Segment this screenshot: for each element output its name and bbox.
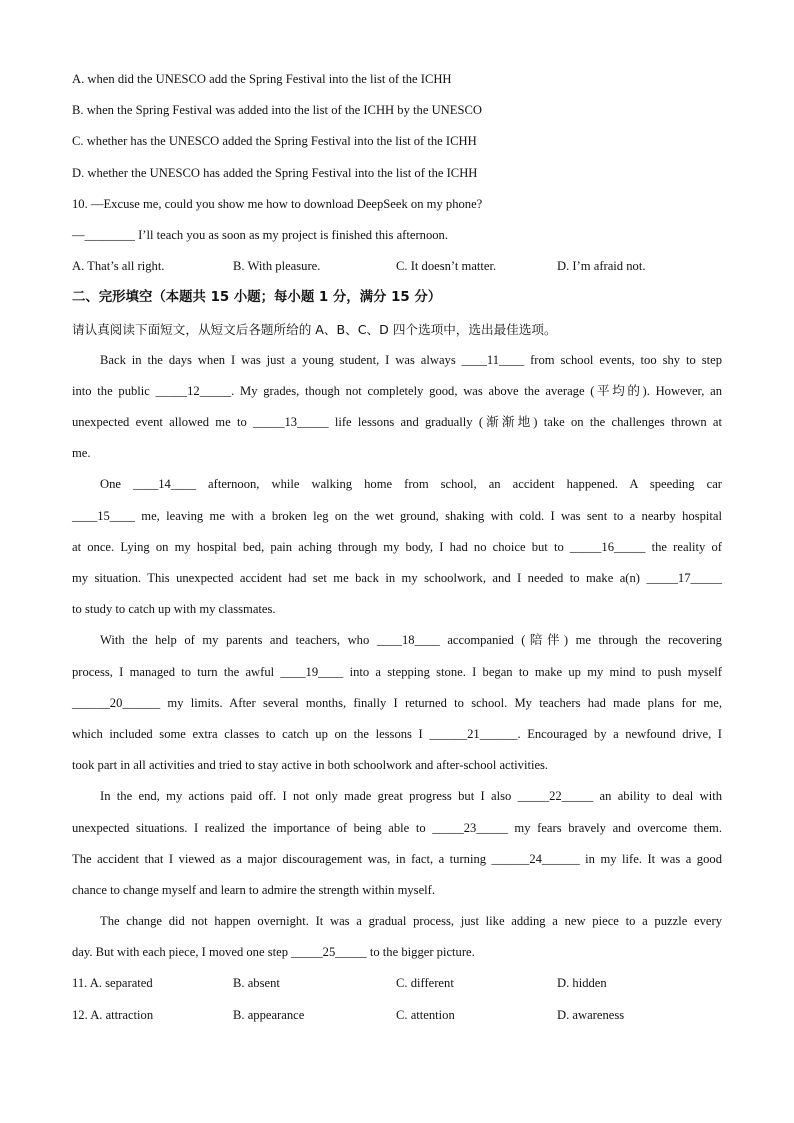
passage-line: The change did not happen overnight. It was a gradual process, just like adding a new piece to a puzzle every (100, 914, 722, 929)
text-run: One (100, 477, 134, 492)
passage-line: chance to change myself and learn to admire the strength within myself. (72, 882, 435, 897)
q9-option-d: D. whether the UNESCO has added the Spring Festival into the list of the ICHH (72, 165, 478, 180)
q10-option-c: C. It doesn’t matter. (396, 259, 497, 274)
passage-line (72, 563, 722, 594)
text-run: into the public (72, 383, 156, 398)
blank-21: ______21______ (429, 726, 518, 741)
q10-response-text: I’ll teach you as soon as my project is finished this afternoon. (134, 227, 448, 242)
passage-line (72, 532, 722, 563)
passage-line (72, 781, 722, 812)
text-run: process, I managed to turn the awful (72, 664, 281, 679)
passage-line (72, 501, 722, 532)
text-run: my situation. This unexpected accident had set me back in my schoolwork, and I needed to make a(n) (72, 571, 647, 585)
exam-page (72, 64, 722, 1031)
blank-22: _____22_____ (517, 789, 594, 804)
q10-option-a: A. That’s all right. (72, 259, 165, 274)
passage-line (72, 719, 722, 750)
passage-line: me. (72, 446, 91, 461)
text-run: an ability to deal with (593, 789, 722, 804)
blank-18: ____18____ (376, 633, 440, 648)
blank-20: ______20______ (72, 695, 161, 710)
blank-11: ____11____ (461, 352, 525, 367)
text-run: With the help of my parents and teachers, who (100, 633, 377, 648)
q11-option-c: C. different (396, 976, 454, 991)
q9-option-b: B. when the Spring Festival was added into the list of the ICHH by the UNESCO (72, 103, 482, 118)
question-12 (72, 1000, 722, 1031)
text-run: at once. Lying on my hospital bed, pain aching through my body, I had no choice but to (72, 539, 570, 554)
q12-option-a: 12. A. attraction (72, 1007, 154, 1022)
text-run: The accident that I viewed as a major discouragement was, in fact, a turning (72, 851, 492, 866)
blank-25: _____25_____ (291, 945, 367, 960)
passage-line (72, 844, 722, 875)
section-heading: 二、完形填空（本题共 15 小题；每小题 1 分，满分 15 分） (72, 290, 442, 306)
text-run: life lessons and gradually (渐渐地) take on the challenges thrown at (328, 415, 722, 430)
q12-option-b: B. appearance (233, 1007, 305, 1022)
text-run: into a stepping stone. I began to make up my mind to push myself (343, 664, 722, 679)
q11-option-b: B. absent (233, 976, 280, 991)
passage-line (72, 376, 722, 407)
passage-line (72, 625, 722, 656)
text-run: accompanied (陪伴) me through the recovering (439, 633, 722, 648)
blank-12: _____12_____ (155, 383, 232, 398)
passage-line (72, 657, 722, 688)
q10-option-b: B. With pleasure. (233, 259, 321, 274)
blank-24: ______24______ (491, 851, 580, 866)
q12-option-d: D. awareness (557, 1007, 625, 1022)
text-run: unexpected situations. I realized the importance of being able to (72, 820, 433, 835)
passage-line: took part in all activities and tried to stay active in both schoolwork and after-school activities. (72, 758, 549, 773)
q11-option-a: 11. A. separated (72, 976, 153, 991)
section-instruction: 请认真阅读下面短文，从短文后各题所给的 A、B、C、D 四个选项中，选出最佳选项。 (72, 321, 557, 337)
text-run: my limits. After several months, finally I returned to school. My teachers had made plans for me, (160, 695, 722, 710)
passage-line (72, 688, 722, 719)
blank-16: _____16_____ (569, 539, 646, 554)
passage-line: to study to catch up with my classmates. (72, 602, 276, 617)
passage-line (72, 937, 722, 968)
q11-option-d: D. hidden (557, 976, 607, 991)
text-run: from school events, too shy to step (524, 352, 722, 367)
text-run: In the end, my actions paid off. I not only made great progress but I also (100, 789, 518, 804)
text-run: to the bigger picture. (366, 945, 475, 960)
text-run: . My grades, though not completely good, was above the average (平均的). However, an (231, 383, 722, 398)
q10-response (72, 220, 722, 251)
blank-19: ____19____ (280, 664, 344, 679)
blank-15: ____15____ (72, 508, 135, 523)
passage-line (72, 407, 722, 438)
q10-blank: ________ (84, 227, 135, 242)
text-run: which included some extra classes to catch up on the lessons I (72, 726, 430, 741)
text-run: . Encouraged by a newfound drive, I (517, 726, 722, 741)
blank-23: _____23_____ (432, 820, 508, 835)
text-run: the reality of (645, 539, 722, 554)
passage-line (72, 345, 722, 376)
passage-line (72, 469, 722, 500)
text-run: afternoon, while walking home from school, an accident happened. A speeding car (196, 477, 722, 492)
text-run: Back in the days when I was just a young student, I was always (100, 352, 462, 367)
question-11 (72, 968, 722, 999)
q12-option-c: C. attention (396, 1007, 455, 1022)
text-run: my fears bravely and overcome them. (507, 820, 722, 835)
text-run: unexpected event allowed me to (72, 415, 254, 430)
passage-line (72, 813, 722, 844)
text-run: in my life. It was a good (579, 851, 722, 866)
blank-13: _____13_____ (253, 415, 329, 430)
q10-option-d: D. I’m afraid not. (557, 259, 646, 274)
text-run: me, leaving me with a broken leg on the wet ground, shaking with cold. I was sent to a nearby hospital (134, 508, 722, 523)
blank-14: ____14____ (133, 477, 196, 492)
q10-question: 10. —Excuse me, could you show me how to download DeepSeek on my phone? (72, 196, 483, 211)
q9-option-c: C. whether has the UNESCO added the Spring Festival into the list of the ICHH (72, 134, 477, 149)
text-run: day. But with each piece, I moved one step (72, 945, 292, 960)
q10-dash: — (72, 227, 85, 242)
q9-option-a: A. when did the UNESCO add the Spring Festival into the list of the ICHH (72, 72, 452, 86)
q10-options (72, 251, 722, 282)
blank-17: _____17_____ (646, 571, 722, 585)
